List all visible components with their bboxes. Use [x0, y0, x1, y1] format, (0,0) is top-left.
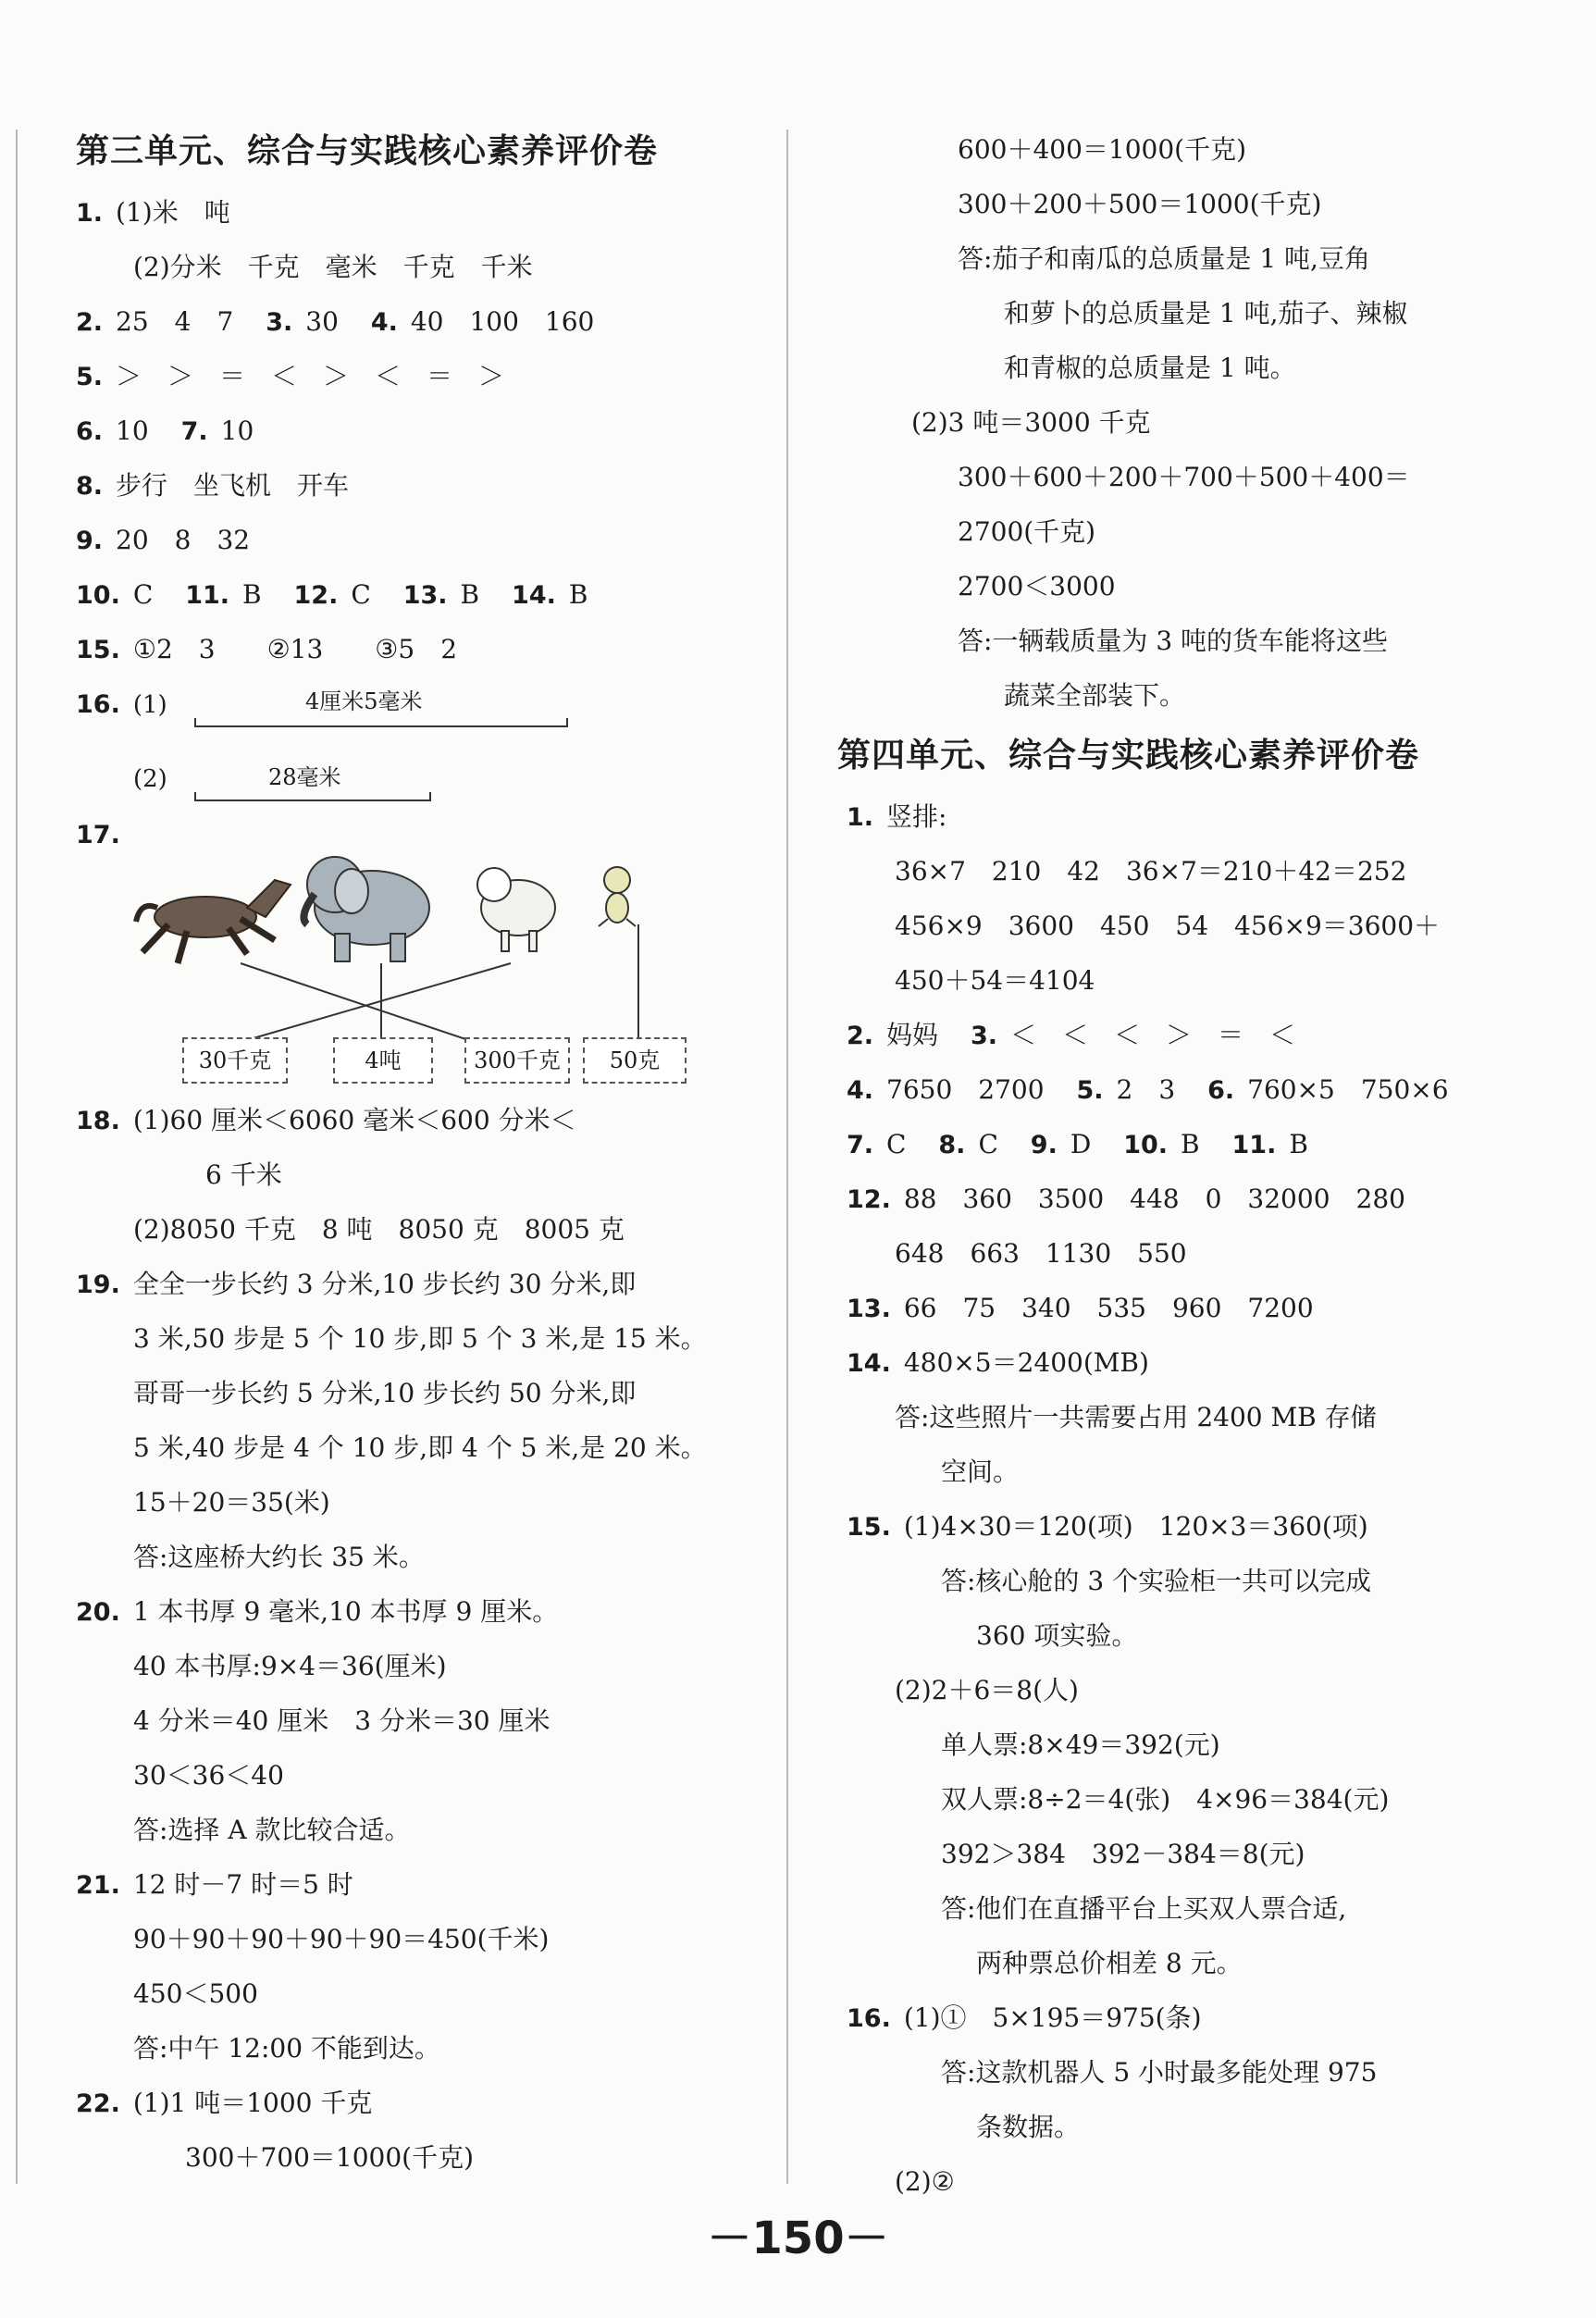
answer-r1b: 36×7 210 42 36×7＝210＋42＝252	[895, 856, 1407, 886]
answer-r15a: 15. (1)4×30＝120(项) 120×3＝360(项)	[847, 1511, 1368, 1542]
weight-box-4: 50克	[583, 1037, 687, 1084]
answer-21a: 21. 12 时－7 时＝5 时	[76, 1869, 353, 1900]
answer-19a: 19. 全全一步长约 3 分米,10 步长约 30 分米,即	[76, 1269, 637, 1299]
cont-22-r4: 和萝卜的总质量是 1 吨,茄子、辣椒	[1004, 298, 1408, 328]
answer-r4-6: 4. 7650 2700 5. 2 3 6. 760×5 750×6	[847, 1074, 1449, 1105]
answer-r1a: 1. 竖排:	[847, 801, 947, 832]
answer-21c: 450＜500	[133, 1978, 258, 2009]
cont-22-r8: 2700(千克)	[958, 516, 1096, 547]
answer-19d: 5 米,40 步是 4 个 10 步,即 4 个 5 米,是 20 米。	[133, 1432, 707, 1463]
answer-r15c: 360 项实验。	[976, 1620, 1138, 1651]
segment-1-label: 4厘米5毫米	[305, 688, 423, 714]
answer-2-4: 2. 25 4 7 3. 30 4. 40 100 160	[76, 306, 595, 337]
answer-r15g: 392＞384 392－384＝8(元)	[941, 1839, 1305, 1869]
cont-22-r10: 答:一辆载质量为 3 吨的货车能将这些	[958, 626, 1389, 656]
answer-16-line2: (2) 28毫米	[76, 750, 765, 815]
left-column	[76, 118, 765, 2185]
cont-22-r2: 300＋200＋500＝1000(千克)	[958, 189, 1322, 219]
answer-20c: 4 分米＝40 厘米 3 分米＝30 厘米	[133, 1705, 551, 1736]
answer-19c: 哥哥一步长约 5 分米,10 步长约 50 分米,即	[133, 1378, 637, 1408]
answer-r15f: 双人票:8÷2＝4(张) 4×96＝384(元)	[941, 1784, 1390, 1815]
sheep-icon	[477, 868, 555, 951]
elephant-icon	[303, 857, 429, 961]
answer-18a: 18. (1)60 厘米＜6060 毫米＜600 分米＜	[76, 1105, 576, 1135]
cont-22-r9: 2700＜3000	[958, 571, 1116, 601]
weight-box-3: 300千克	[464, 1037, 570, 1084]
answer-20e: 答:选择 A 款比较合适。	[133, 1815, 411, 1845]
section-title-unit4: 第四单元、综合与实践核心素养评价卷	[837, 737, 1420, 775]
page-number: －150－	[707, 2213, 889, 2264]
answer-18c: (2)8050 千克 8 吨 8050 克 8005 克	[133, 1214, 625, 1245]
right-column	[837, 122, 1568, 2209]
matching-lines	[241, 924, 638, 1042]
cont-22-r11: 蔬菜全部装下。	[1004, 680, 1186, 711]
cont-22-r3: 答:茄子和南瓜的总质量是 1 吨,豆角	[958, 243, 1370, 274]
answer-20a: 20. 1 本书厚 9 毫米,10 本书厚 9 厘米。	[76, 1596, 559, 1627]
answer-r1c: 456×9 3600 450 54 456×9＝3600＋	[895, 911, 1441, 941]
chick-icon	[599, 867, 636, 926]
answer-1a: 1. (1)米 吨	[76, 197, 230, 228]
cont-22-r7: 300＋600＋200＋700＋500＋400＝	[958, 462, 1410, 492]
answer-19e: 15＋20＝35(米)	[133, 1487, 330, 1518]
answer-r16d: (2)②	[895, 2166, 955, 2197]
answer-15: 15. ①2 3 ②13 ③5 2	[76, 634, 458, 664]
answer-r2-3: 2. 妈妈 3. ＜ ＜ ＜ ＞ ＝ ＜	[847, 1020, 1296, 1050]
answer-r15e: 单人票:8×49＝392(元)	[941, 1729, 1220, 1760]
answer-22a: 22. (1)1 吨＝1000 千克	[76, 2088, 373, 2118]
answer-6-7: 6. 10 7. 10	[76, 415, 254, 446]
answer-18b: 6 千米	[205, 1159, 282, 1190]
answer-20d: 30＜36＜40	[133, 1760, 284, 1791]
answer-r16c: 条数据。	[976, 2112, 1081, 2142]
answer-r16b: 答:这款机器人 5 小时最多能处理 975	[941, 2057, 1378, 2088]
cont-22-r6: (2)3 吨＝3000 千克	[911, 407, 1151, 438]
answer-r12a: 12. 88 360 3500 448 0 32000 280	[847, 1184, 1405, 1214]
left-margin-rule	[16, 130, 18, 2184]
weight-box-1: 30千克	[182, 1037, 288, 1084]
answer-21b: 90＋90＋90＋90＋90＝450(千米)	[133, 1924, 550, 1954]
answer-20b: 40 本书厚:9×4＝36(厘米)	[133, 1651, 447, 1681]
answer-r7-11: 7. C 8. C 9. D 10. B 11. B	[847, 1129, 1308, 1159]
answer-5: 5. ＞ ＞ ＝ ＜ ＞ ＜ ＝ ＞	[76, 361, 505, 391]
answer-r12b: 648 663 1130 550	[895, 1238, 1187, 1269]
answer-r14c: 空间。	[941, 1456, 1020, 1487]
segment-1-line	[194, 718, 568, 727]
answer-r15b: 答:核心舱的 3 个实验柜一共可以完成	[941, 1566, 1372, 1596]
answer-r15i: 两种票总价相差 8 元。	[976, 1948, 1243, 1978]
answer-r14b: 答:这些照片一共需要占用 2400 MB 存储	[895, 1402, 1377, 1432]
answer-10-14: 10. C 11. B 12. C 13. B 14. B	[76, 579, 588, 610]
segment-2-label: 28毫米	[268, 764, 341, 790]
segment-2-line	[194, 792, 431, 801]
answer-17-matching: 17. 30千克 4吨 300千克 50克	[76, 815, 765, 1093]
weight-box-2: 4吨	[333, 1037, 433, 1084]
answer-r1d: 450＋54＝4104	[895, 965, 1095, 996]
answer-r15d: (2)2＋6＝8(人)	[895, 1675, 1079, 1705]
horse-icon	[136, 880, 291, 963]
cont-22-r1: 600＋400＝1000(千克)	[958, 134, 1246, 165]
answer-22b: 300＋700＝1000(千克)	[185, 2142, 474, 2173]
answer-r14a: 14. 480×5＝2400(MB)	[847, 1347, 1149, 1378]
answer-r13: 13. 66 75 340 535 960 7200	[847, 1293, 1314, 1323]
answer-r16a: 16. (1)① 5×195＝975(条)	[847, 2002, 1202, 2033]
column-divider	[786, 130, 788, 2184]
section-title-unit3: 第三单元、综合与实践核心素养评价卷	[76, 132, 659, 170]
answer-19b: 3 米,50 步是 5 个 10 步,即 5 个 3 米,是 15 米。	[133, 1323, 707, 1354]
answer-19f: 答:这座桥大约长 35 米。	[133, 1542, 425, 1572]
answer-1b: (2)分米 千克 毫米 千克 千米	[133, 252, 533, 282]
answer-21d: 答:中午 12:00 不能到达。	[133, 2033, 440, 2064]
cont-22-r5: 和青椒的总质量是 1 吨。	[1004, 353, 1296, 383]
answer-r15h: 答:他们在直播平台上买双人票合适,	[941, 1893, 1347, 1924]
answer-9: 9. 20 8 32	[76, 525, 251, 555]
answer-8: 8. 步行 坐飞机 开车	[76, 470, 350, 501]
answer-16-line1: 16. (1) 4厘米5毫米	[76, 676, 765, 750]
